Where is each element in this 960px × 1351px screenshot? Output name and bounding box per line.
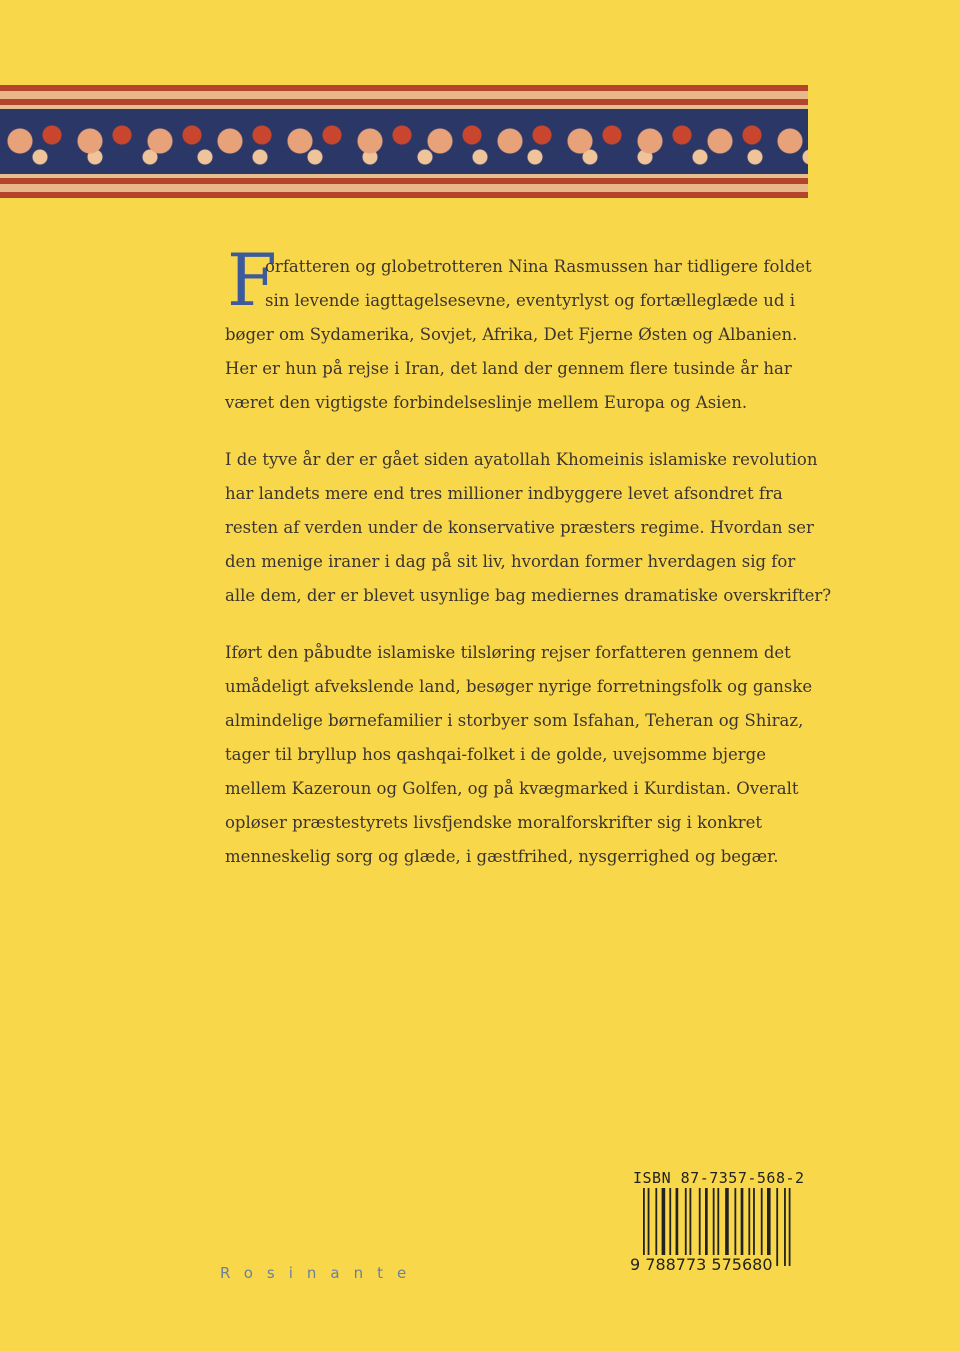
text-line: mellem Kazeroun og Golfen, og på kvægmarked i Kurdistan. Overalt [225,779,799,798]
barcode-bar [789,1188,791,1266]
text-line: umådeligt afvekslende land, besøger nyrige forretningsfolk og ganske [225,677,813,696]
barcode-bar [784,1188,786,1266]
barcode-bar [776,1188,778,1266]
text-line: I de tyve år der er gået siden ayatollah Khomeinis islamiske revolution [225,450,818,469]
text-line: den menige iraner i dag på sit liv, hvordan former hverdagen sig for [225,552,796,571]
paragraph-3 [225,636,815,874]
barcode-digits: 9 788773 575680 [630,1255,773,1274]
text-line: har landets mere end tres millioner indbyggere levet afsondret fra [225,484,783,503]
paragraph-1 [225,238,815,420]
text-line: opløser præstestyrets livsfjendske moralforskrifter sig i konkret [225,813,762,832]
drop-cap: F [227,238,277,322]
text-line: Iført den påbudte islamiske tilsløring rejser forfatteren gennem det [225,643,791,662]
text-line: været den vigtigste forbindelseslinje mellem Europa og Asien. [225,393,748,412]
publisher-logo: Rosinante [220,1264,421,1282]
text-line: menneskelig sorg og glæde, i gæstfrihed, nysgerrighed og begær. [225,847,779,866]
text-line: alle dem, der er blevet usynlige bag mediernes dramatiske overskrifter? [225,586,832,605]
text-line: orfatteren og globetrotteren Nina Rasmussen har tidligere foldet [265,257,812,276]
text-line: almindelige børnefamilier i storbyer som Isfahan, Teheran og Shiraz, [225,711,804,730]
text-line: resten af verden under de konservative præsters regime. Hvordan ser [225,518,814,537]
text-line: sin levende iagttagelsesevne, eventyrlyst og fortælleglæde ud i [265,291,796,310]
carpet-border-image [0,85,808,198]
text-line: Her er hun på rejse i Iran, det land der gennem flere tusinde år har [225,359,792,378]
isbn-label: ISBN 87-7357-568-2 [633,1169,805,1187]
blurb-text [225,238,832,897]
text-line: tager til bryllup hos qashqai-folket i de golde, uvejsomme bjerge [225,745,766,764]
text-line: bøger om Sydamerika, Sovjet, Afrika, Det Fjerne Østen og Albanien. [225,325,798,344]
paragraph-2 [225,443,832,613]
